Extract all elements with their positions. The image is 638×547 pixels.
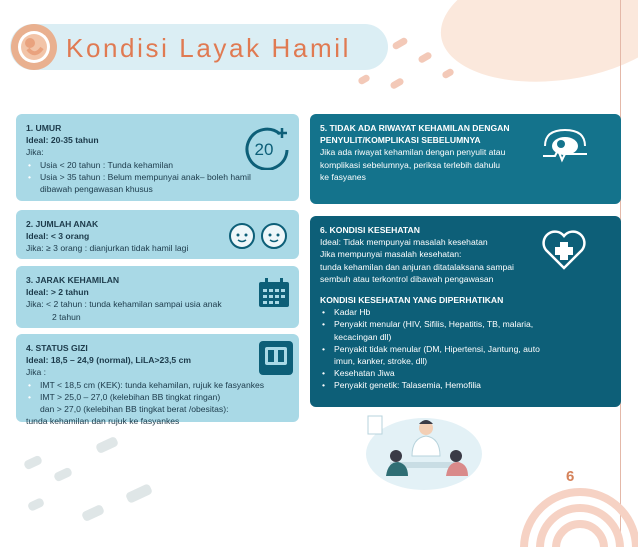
card-status-gizi: [16, 334, 299, 427]
card-umur-lead: Jika:: [26, 147, 44, 158]
age-20-plus-icon: [244, 124, 290, 170]
page-title: Kondisi Layak Hamil: [66, 33, 351, 63]
pregnancy-ultrasound-icon: [540, 124, 590, 164]
decorative-arcs: [510, 438, 638, 547]
list-item-line: kecacingan dll): [334, 331, 392, 342]
list-item: • IMT < 18,5 cm (KEK): tunda kehamilan, rujuk ke fasyankes: [26, 379, 289, 391]
card-jarak-heading: 3. JARAK KEHAMILAN: [26, 275, 120, 285]
list-item: [320, 379, 611, 391]
card-riwayat-heading-1: 5. TIDAK ADA RIWAYAT KEHAMILAN DENGAN: [320, 123, 510, 133]
card-gizi-heading: 4. STATUS GIZI: [26, 343, 88, 353]
pregnancy-icon: [11, 24, 57, 70]
list-item: [320, 343, 611, 367]
list-item: • Usia < 20 tahun : Tunda kehamilan: [26, 159, 289, 171]
list-item: [320, 306, 611, 318]
card-gizi-lead: Jika :: [26, 367, 47, 378]
card-umur-heading: 1. UMUR: [26, 123, 62, 133]
card-riwayat-heading-2: PENYULIT/KOMPLIKASI SEBELUMNYA: [320, 135, 481, 146]
heart-medical-cross-icon: [540, 228, 588, 272]
calendar-icon: [258, 278, 290, 308]
weighing-scale-icon: [258, 340, 294, 376]
list-item-line: imun, kanker, stroke, dll): [334, 356, 428, 367]
card-jarak-text: Jika: < 2 tahun : tunda kehamilan sampai usia anak: [26, 299, 222, 310]
doctor-consultation-illustration: [364, 410, 484, 490]
list-item-line: Penyakit genetik: Talasemia, Hemofilia: [334, 380, 481, 391]
list-item: [320, 367, 611, 379]
list-item: • IMT > 25,0 – 27,0 (kelebihan BB tingkat ringan): [26, 391, 289, 403]
card-jarak-kehamilan: [16, 266, 299, 328]
card-gizi-continuation-1: dan > 27,0 (kelebihan BB tingkat berat /obesitas):: [40, 404, 229, 415]
decorative-blob: [433, 0, 638, 96]
card-kesehatan-subheading: KONDISI KESEHATAN YANG DIPERHATIKAN: [320, 295, 504, 306]
card-kesehatan-heading: 6. KONDISI KESEHATAN: [320, 225, 420, 235]
card-umur-ideal: Ideal: 20-35 tahun: [26, 135, 99, 146]
list-item: • Usia > 35 tahun : Belum mempunyai anak– boleh hamil: [26, 171, 289, 183]
card-umur-continuation: dibawah pengawasan khusus: [40, 184, 153, 195]
card-kesehatan-line: sembuh atau terkontrol dibawah pengawasan: [320, 273, 494, 284]
card-gizi-ideal: Ideal: 18,5 – 24,9 (normal), LiLA>23,5 cm: [26, 355, 192, 366]
list-item-line: Kesehatan Jiwa: [334, 368, 395, 379]
card-kesehatan-line: tunda kehamilan dan anjuran ditatalaksana sampai: [320, 261, 514, 272]
card-kesehatan-line: Jika mempunyai masalah kesehatan:: [320, 249, 462, 260]
card-riwayat-line: komplikasi sebelumnya, periksa terlebih dahulu: [320, 159, 501, 170]
card-jarak-continuation: 2 tahun: [52, 311, 81, 322]
card-jumlah-anak-heading: 2. JUMLAH ANAK: [26, 219, 99, 229]
baby-faces-icon: [228, 222, 290, 250]
card-jumlah-anak-text: Jika: ≥ 3 orang : dianjurkan tidak hamil lagi: [26, 243, 189, 254]
page-number: 6: [566, 468, 575, 485]
age-icon-label: 20: [254, 140, 274, 159]
list-item-line: Penyakit tidak menular (DM, Hipertensi, Jantung, auto: [334, 343, 540, 354]
card-riwayat-line: Jika ada riwayat kehamilan dengan penyulit atau: [320, 147, 506, 158]
card-riwayat-line: ke fasyanes: [320, 171, 366, 182]
list-item-line: Penyakit menular (HIV, Sifilis, Hepatitis, TB, malaria,: [334, 319, 534, 330]
list-item-line: Kadar Hb: [334, 307, 371, 318]
card-gizi-continuation-2: tunda kehamilan dan rujuk ke fasyankes: [26, 416, 180, 427]
card-kesehatan-line: Ideal: Tidak mempunyai masalah kesehatan: [320, 237, 488, 248]
card-jarak-ideal: Ideal: > 2 tahun: [26, 287, 89, 298]
card-jumlah-anak-ideal: Ideal: < 3 orang: [26, 231, 90, 242]
list-item: [320, 318, 611, 342]
